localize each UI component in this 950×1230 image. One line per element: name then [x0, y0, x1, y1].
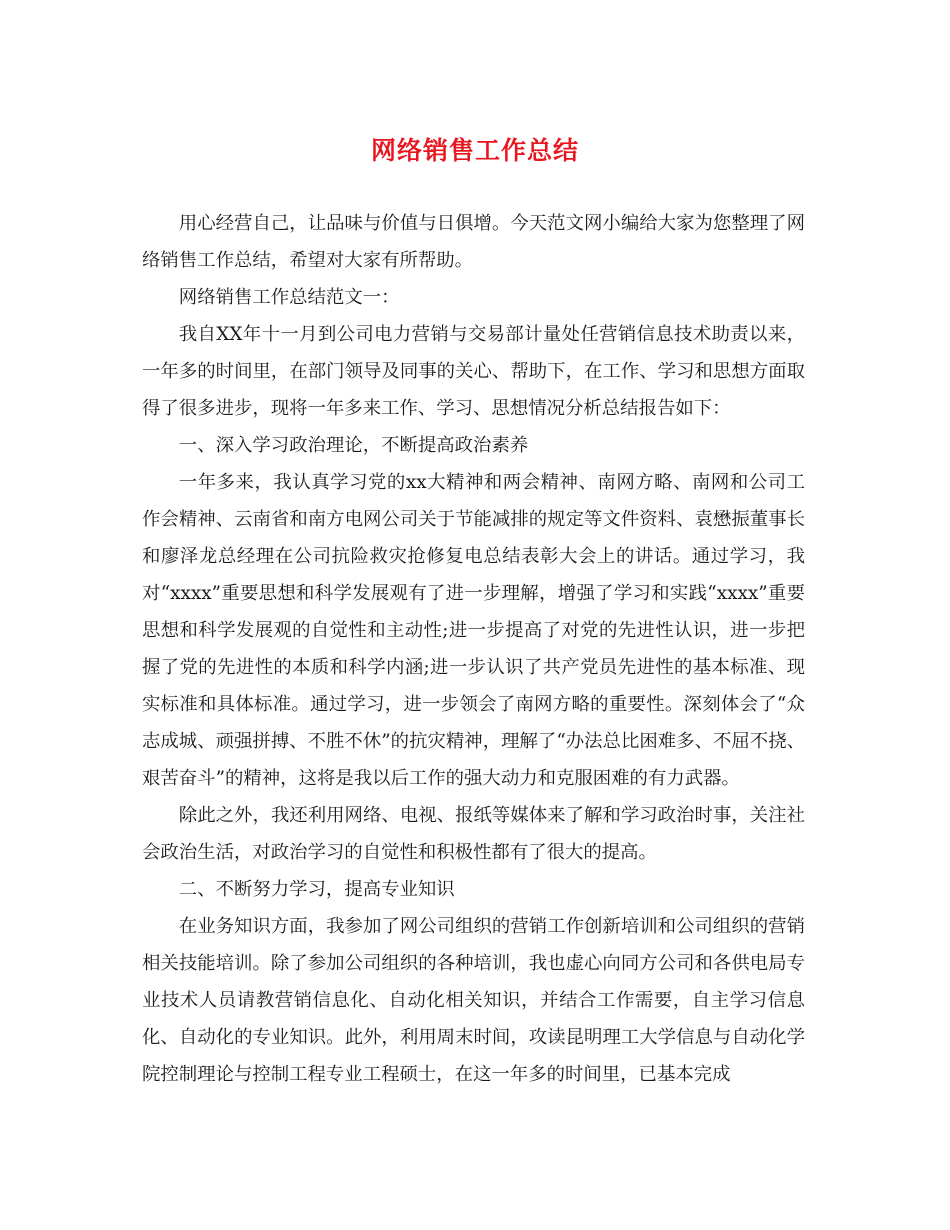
sample-heading: 网络销售工作总结范文一：	[178, 287, 400, 308]
body-paragraph: 我自XX年十一月到公司电力营销与交易部计量处任营销信息技术助责以来，一年多的时间里，在部门领导及同事的关心、帮助下，在工作、学习和思想方面取得了很多进步，现将一年多来工作、学习、思想情况分析总结报告如下：	[142, 324, 805, 419]
body-paragraph: 一年多来，我认真学习党的xx大精神和两会精神、南网方略、南网和公司工作会精神、云南省和南方电网公司关于节能减排的规定等文件资料、袁懋振董事长和廖泽龙总经理在公司抗险救灾抢修复电总结表彰大会上的讲话。通过学习，我对“xxxx”重要思想和科学发展观有了进一步理解，增强了学习和实践“xxxx”重要思想和科学发展观的自觉性和主动性;进一步提高了对党的先进性认识，进一步把握了党的先进性的本质和科学内涵;进一步认识了共产党员先进性的基本标准、现实标准和具体标准。通过学习，进一步领会了南网方略的重要性。深刻体会了“众志成城、顽强拼搏、不胜不休”的抗灾精神，理解了“办法总比困难多、不屈不挠、艰苦奋斗”的精神，这将是我以后工作的强大动力和克服困难的有力武器。	[142, 472, 805, 789]
section-heading-1: 一、深入学习政治理论，不断提高政治素养	[178, 435, 529, 456]
document-title: 网络销售工作总结	[370, 136, 579, 165]
section-heading-2: 二、不断努力学习，提高专业知识	[178, 879, 455, 900]
intro-paragraph: 用心经营自己，让品味与价值与日俱增。今天范文网小编给大家为您整理了网络销售工作总结，希望对大家有所帮助。	[142, 213, 805, 271]
body-paragraph: 在业务知识方面，我参加了网公司组织的营销工作创新培训和公司组织的营销相关技能培训。除了参加公司组织的各种培训，我也虚心向同方公司和各供电局专业技术人员请教营销信息化、自动化相关知识，并结合工作需要，自主学习信息化、自动化的专业知识。此外，利用周末时间，攻读昆明理工大学信息与自动化学院控制理论与控制工程专业工程硕士，在这一年多的时间里，已基本完成	[142, 916, 805, 1085]
body-paragraph: 除此之外，我还利用网络、电视、报纸等媒体来了解和学习政治时事，关注社会政治生活，对政治学习的自觉性和积极性都有了很大的提高。	[142, 805, 805, 863]
document-body	[142, 205, 805, 1093]
